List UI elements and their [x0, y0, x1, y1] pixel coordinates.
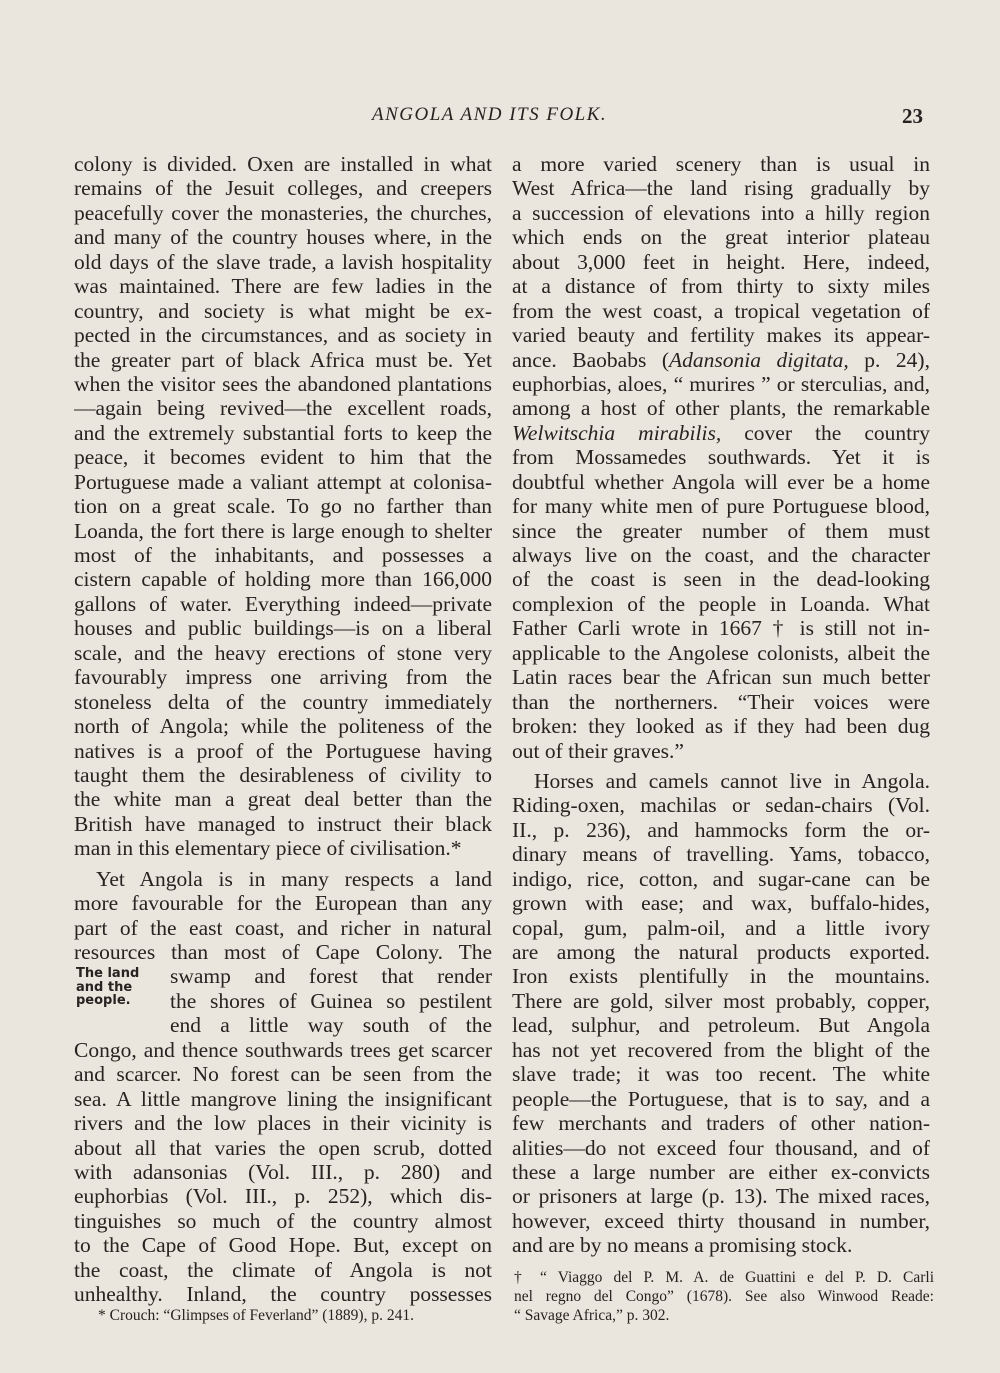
right-paragraph-2	[512, 769, 930, 1258]
text-line: II., p. 236), and hammocks form the or-	[512, 817, 930, 842]
footnote-line: “ Savage Africa,” p. 302.	[514, 1307, 670, 1324]
text-line: Horses and camels cannot live in Angola.	[534, 768, 930, 793]
left-paragraph-1	[74, 152, 492, 861]
text-line: among a host of other plants, the remarkable	[512, 396, 930, 421]
sidenote-line: The land	[76, 966, 140, 981]
text-line: part of the east coast, and richer in natural	[74, 915, 492, 940]
text-line: peacefully cover the monasteries, the churches,	[74, 200, 492, 225]
text-line: natives is a proof of the Portuguese having	[74, 738, 492, 763]
text-line: always live on the coast, and the character	[512, 543, 930, 567]
page-number: 23	[902, 104, 923, 128]
text-line: ance. Baobabs (Adansonia digitata, p. 24),	[512, 347, 930, 372]
text-line: swamp and forest that render	[170, 964, 492, 989]
text-line: —again being revived—the excellent roads,	[74, 396, 492, 421]
footnote-line: nel regno del Congo” (1678). See also Winwood Reade:	[514, 1288, 934, 1305]
text-line: broken: they looked as if they had been dug	[512, 714, 930, 739]
text-line: cistern capable of holding more than 166,000	[74, 567, 492, 592]
text-line: colony is divided. Oxen are installed in what	[74, 152, 492, 176]
text-line: north of Angola; while the politeness of the	[74, 714, 492, 739]
text-line: pected in the circumstances, and as society in	[74, 323, 492, 348]
text-line: from the west coast, a tropical vegetation of	[512, 298, 930, 323]
text-line: a more varied scenery than is usual in	[512, 152, 930, 176]
text-line: Iron exists plentifully in the mountains.	[512, 964, 930, 989]
text-line: euphorbias, aloes, “ murires ” or sterculias, and,	[512, 371, 930, 396]
text-line: out of their graves.”	[512, 738, 684, 763]
text-line: gallons of water. Everything indeed—private	[74, 591, 492, 616]
text-line: stoneless delta of the country immediately	[74, 689, 492, 714]
text-line: tinguishes so much of the country almost	[74, 1208, 492, 1233]
text-line: the white man a great deal better than the	[74, 787, 492, 812]
sidenote-line: and the	[76, 979, 133, 995]
text-line: of the coast is seen in the dead-looking	[512, 567, 930, 592]
text-line: to the Cape of Good Hope. But, except on	[74, 1233, 492, 1258]
text-line: at a distance of from thirty to sixty miles	[512, 274, 930, 299]
text-line: and scarcer. No forest can be seen from the	[74, 1062, 492, 1087]
right-footnote	[514, 1268, 934, 1325]
italic-species-name: Welwitschia mirabilis,	[512, 420, 722, 445]
text-line: favourably impress one arriving from the	[74, 665, 492, 690]
text-line: more favourable for the European than any	[74, 891, 492, 916]
page-header	[0, 104, 1000, 136]
left-footnote: * Crouch: “Glimpses of Feverland” (1889), p. 241.	[98, 1307, 414, 1324]
right-paragraph-1-continued	[512, 445, 930, 763]
text-line: houses and public buildings—is on a liberal	[74, 616, 492, 641]
running-head: ANGOLA AND ITS FOLK.	[372, 104, 608, 125]
text-line: remains of the Jesuit colleges, and creepers	[74, 176, 492, 201]
text-line: Loanda, the fort there is large enough to shelter	[74, 518, 492, 543]
text-line: people—the Portuguese, that is to say, and a	[512, 1086, 930, 1111]
text-line: Welwitschia mirabilis, cover the country	[512, 420, 930, 445]
text-line: the greater part of black Africa must be. Yet	[74, 347, 492, 372]
text-line: old days of the slave trade, a lavish hospitality	[74, 249, 492, 274]
text-line: since the greater number of them must	[512, 518, 930, 543]
left-column	[74, 152, 492, 1307]
text-line: most of the inhabitants, and possesses a	[74, 543, 492, 567]
text-line: Riding-oxen, machilas or sedan-chairs (Vol.	[512, 793, 930, 818]
text-line: a succession of elevations into a hilly region	[512, 200, 930, 225]
right-paragraph-1	[512, 152, 930, 348]
text-line: tion on a great scale. To go no farther than	[74, 494, 492, 519]
text-line: these a large number are either ex-convicts	[512, 1159, 930, 1184]
text-line: Yet Angola is in many respects a land	[96, 866, 492, 891]
text-line: sea. A little mangrove lining the insignificant	[74, 1086, 492, 1111]
text-line: however, exceed thirty thousand in number,	[512, 1208, 930, 1233]
text-line: West Africa—the land rising gradually by	[512, 176, 930, 201]
text-line: or prisoners at large (p. 13). The mixed races,	[512, 1184, 930, 1209]
text-line: Latin races bear the African sun much better	[512, 665, 930, 690]
text-line: the shores of Guinea so pestilent	[170, 988, 492, 1013]
text-line: for many white men of pure Portuguese blood,	[512, 494, 930, 519]
left-paragraph-2	[74, 867, 492, 965]
text-line: rivers and the low places in their vicinity is	[74, 1111, 492, 1136]
text-line: than the northerners. “Their voices were	[512, 689, 930, 714]
text-line: copal, gum, palm-oil, and a little ivory	[512, 915, 930, 940]
text-line: the coast, the climate of Angola is not	[74, 1257, 492, 1282]
text-line: scale, and the heavy erections of stone very	[74, 640, 492, 665]
text-line: resources than most of Cape Colony. The	[74, 940, 492, 964]
text-line: peace, it becomes evident to him that the	[74, 445, 492, 470]
text-line: grown with ease; and wax, buffalo-hides,	[512, 891, 930, 916]
text-line: and the extremely substantial forts to keep the	[74, 420, 492, 445]
text-line: country, and society is what might be ex-	[74, 298, 492, 323]
text-line: Father Carli wrote in 1667 † is still not in-	[512, 616, 930, 641]
text-line: and are by no means a promising stock.	[512, 1233, 853, 1258]
left-paragraph-2-continued	[74, 1038, 492, 1307]
text-line: end a little way south of the	[170, 1013, 492, 1038]
text-line: There are gold, silver most probably, copper,	[512, 988, 930, 1013]
text-line: few merchants and traders of other nation-	[512, 1111, 930, 1136]
marginal-sidenote	[76, 967, 158, 1008]
footnote-line: † “ Viaggo del P. M. A. de Guattini e del P. D. Carli	[514, 1269, 934, 1286]
text-line: British have managed to instruct their black	[74, 811, 492, 836]
text-line: applicable to the Angolese colonists, albeit the	[512, 640, 930, 665]
text-line: lead, sulphur, and petroleum. But Angola	[512, 1013, 930, 1038]
text-line: unhealthy. Inland, the country possesses	[74, 1282, 492, 1307]
text-line: are among the natural products exported.	[512, 940, 930, 964]
text-line: dinary means of travelling. Yams, tobacco,	[512, 842, 930, 867]
text-line: has not yet recovered from the blight of the	[512, 1037, 930, 1062]
text-line: about all that varies the open scrub, dotted	[74, 1135, 492, 1160]
text-line: with adansonias (Vol. III., p. 280) and	[74, 1159, 492, 1184]
text-line: alities—do not exceed four thousand, and of	[512, 1135, 930, 1160]
text-line: Portuguese made a valiant attempt at colonisa-	[74, 469, 492, 494]
text-line: Congo, and thence southwards trees get scarcer	[74, 1037, 492, 1062]
text-line: man in this elementary piece of civilisation.*	[74, 836, 462, 861]
text-line: doubtful whether Angola will ever be a home	[512, 469, 930, 494]
text-line: complexion of the people in Loanda. What	[512, 591, 930, 616]
text-line: which ends on the great interior plateau	[512, 225, 930, 250]
text-line: when the visitor sees the abandoned plantations	[74, 371, 492, 396]
text-line: euphorbias (Vol. III., p. 252), which dis-	[74, 1184, 492, 1209]
italic-species-name: Adansonia digitata,	[669, 347, 849, 372]
text-line: from Mossamedes southwards. Yet it is	[512, 445, 930, 470]
right-column	[512, 152, 930, 1258]
text-line: about 3,000 feet in height. Here, indeed,	[512, 249, 930, 274]
text-line: varied beauty and fertility makes its appear-	[512, 323, 930, 348]
text-line: indigo, rice, cotton, and sugar-cane can be	[512, 866, 930, 891]
text-line: and many of the country houses where, in the	[74, 225, 492, 250]
text-line: slave trade; it was too recent. The white	[512, 1062, 930, 1087]
text-line: was maintained. There are few ladies in the	[74, 274, 492, 299]
sidenote-line: people.	[76, 993, 131, 1008]
text-line: taught them the desirableness of civility to	[74, 762, 492, 787]
